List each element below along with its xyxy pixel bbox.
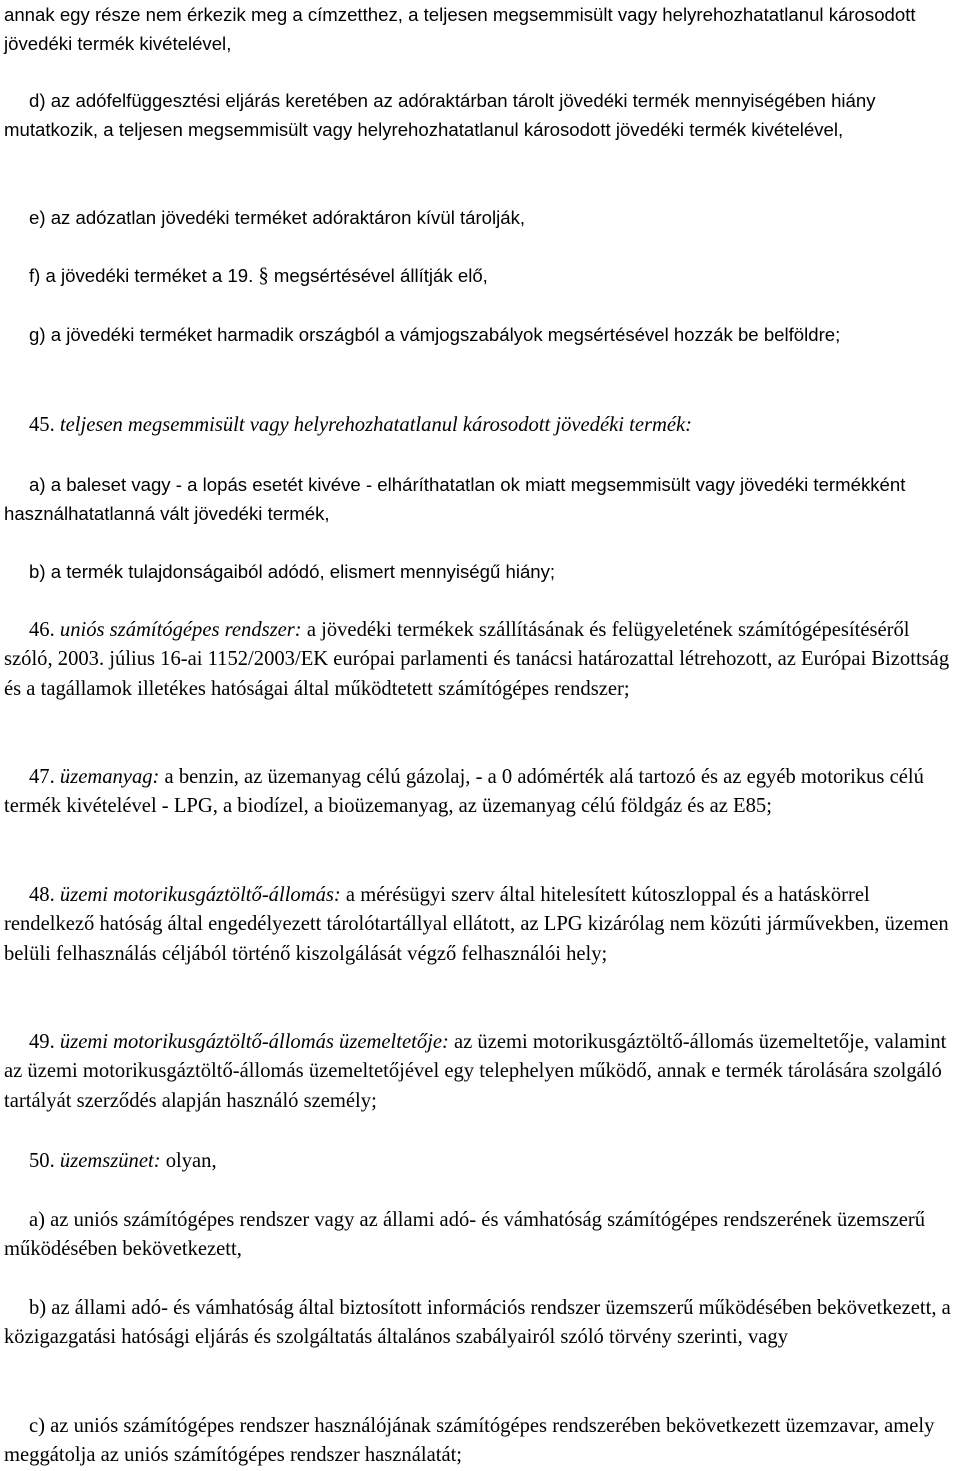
paragraph-g: g) a jövedéki terméket harmadik országból a vámjogszabályok megsértésével hozzák be belföldre; — [29, 324, 841, 345]
definition-number: 46. — [29, 619, 60, 641]
paragraph-f — [4, 261, 958, 291]
definition-number: 48. — [29, 884, 60, 906]
definition-50-a: a) az uniós számítógépes rendszer vagy az állami adó- és vámhatóság számítógépes rendszerének üzemszerű működésében bekövetkezett, — [4, 1209, 926, 1261]
definition-45-a: a) a baleset vagy - a lopás esetét kivéve - elháríthatatlan ok miatt megsemmisült vagy jövedéki termékként használhatatlanná vált jövedéki termék, — [4, 474, 906, 525]
defined-term: üzemi motorikusgáztöltő-állomás üzemeltetője: — [59, 1031, 449, 1053]
paragraph-f-text-end: megsértésével állítják elő, — [268, 265, 488, 286]
section-sign: § — [258, 265, 269, 287]
defined-term: teljesen megsemmisült vagy helyrehozhatatlanul károsodott jövedéki termék: — [59, 414, 693, 436]
paragraph-d: d) az adófelfüggesztési eljárás keretében az adóraktárban tárolt jövedéki termék mennyiségében hiány mutatkozik, a teljesen megsemmisült vagy helyrehozhatatlanul károsodott jövedéki termék kivételével, — [4, 90, 876, 141]
paragraph-f-text: f) a jövedéki terméket a 19. — [29, 265, 259, 286]
definition-text: olyan, — [160, 1150, 217, 1172]
definition-number: 45. — [29, 414, 60, 436]
paragraph-e: e) az adózatlan jövedéki terméket adóraktáron kívül tárolják, — [29, 207, 526, 228]
definition-number: 47. — [29, 766, 60, 788]
definition-number: 50. — [29, 1150, 60, 1172]
definition-text: az üzemi motorikusgáztöltő-állomás üzemeltetője, valamint az üzemi motorikusgáztöltő-állomás üzemeltetőjével egy telephelyen működő, annak e termék tárolására szolgáló tartályát szerződés alapján használó személy; — [4, 1031, 947, 1112]
defined-term: uniós számítógépes rendszer: — [59, 619, 302, 641]
definition-45-b: b) a termék tulajdonságaiból adódó, elismert mennyiségű hiány; — [29, 561, 556, 582]
defined-term: üzemi motorikusgáztöltő-állomás: — [59, 884, 341, 906]
definition-47 — [4, 763, 958, 822]
paragraph-c-continued: annak egy része nem érkezik meg a címzetthez, a teljesen megsemmisült vagy helyrehozhatatlanul károsodott jövedéki termék kivételével, — [4, 4, 916, 55]
definition-50-b: b) az állami adó- és vámhatóság által biztosított információs rendszer üzemszerű működésében bekövetkezett, a közigazgatási hatósági eljárás és szolgáltatás általános szabályairól szóló törvény szerinti, vagy — [4, 1297, 951, 1349]
definition-text: a mérésügyi szerv által hitelesített kútoszloppal és a hatáskörrel rendelkező hatóság által engedélyezett tárolótartállyal ellátott, az LPG kizárólag nem közúti járművekben, üzemen belüli felhasználás céljából történő kiszolgálását végző felhasználói hely; — [4, 884, 949, 965]
definition-46 — [4, 616, 958, 704]
definition-45 — [4, 411, 958, 440]
defined-term: üzemanyag: — [59, 766, 160, 788]
definition-number: 49. — [29, 1031, 60, 1053]
definition-49 — [4, 1028, 958, 1116]
definition-text: a jövedéki termékek szállításának és felügyeletének számítógépesítéséről szóló, 2003. július 16-ai 1152/2003/EK európai parlamenti és tanácsi határozattal létrehozott, az Európai Bizottság és a tagállamok illetékes hatóságai által működtetett számítógépes rendszer; — [4, 619, 950, 700]
definition-48 — [4, 881, 958, 969]
definition-50-c: c) az uniós számítógépes rendszer használójának számítógépes rendszerében bekövetkezett üzemzavar, amely meggátolja az uniós számítógépes rendszer használatát; — [4, 1415, 935, 1467]
definition-50 — [4, 1147, 958, 1176]
definition-text: a benzin, az üzemanyag célú gázolaj, - a 0 adómérték alá tartozó és az egyéb motorikus célú termék kivételével - LPG, a biodízel, a bioüzemanyag, az üzemanyag célú földgáz és az E85; — [4, 766, 924, 818]
defined-term: üzemszünet: — [59, 1150, 161, 1172]
